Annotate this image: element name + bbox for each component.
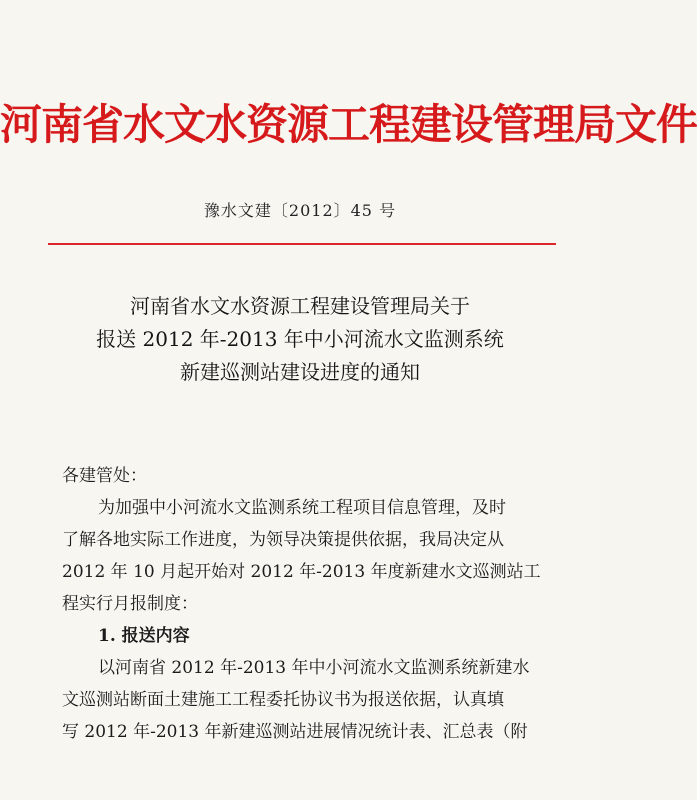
- document-number: 豫水文建〔2012〕45 号: [203, 201, 397, 220]
- subject-line-3: 新建巡测站建设进度的通知: [180, 360, 420, 384]
- para2-line-2: 文巡测站断面土建施工工程委托协议书为报送依据，认真填: [62, 690, 504, 710]
- para1-line-3: 2012 年 10 月起开始对 2012 年-2013 年度新建水文巡测站工: [62, 562, 541, 582]
- subject-line-2: 报送 2012 年-2013 年中小河流水文监测系统: [96, 327, 504, 351]
- para1-line-2: 了解各地实际工作进度，为领导决策提供依据，我局决定从: [62, 530, 504, 550]
- salutation: 各建管处：: [62, 466, 147, 486]
- para1-line-4: 程实行月报制度：: [62, 594, 198, 614]
- subject-line-1: 河南省水文水资源工程建设管理局关于: [130, 294, 470, 318]
- para2-line-3: 写 2012 年-2013 年新建巡测站进展情况统计表、汇总表（附: [62, 722, 528, 742]
- red-divider-line: [48, 243, 556, 245]
- document-header-title: 河南省水文水资源工程建设管理局文件: [0, 100, 697, 149]
- para2-line-1: 以河南省 2012 年-2013 年中小河流水文监测系统新建水: [98, 658, 530, 678]
- notice-body: [62, 460, 562, 748]
- section-heading-1: 1. 报送内容: [98, 626, 190, 646]
- notice-subject: [0, 290, 600, 389]
- para1-line-1: 为加强中小河流水文监测系统工程项目信息管理，及时: [98, 498, 506, 518]
